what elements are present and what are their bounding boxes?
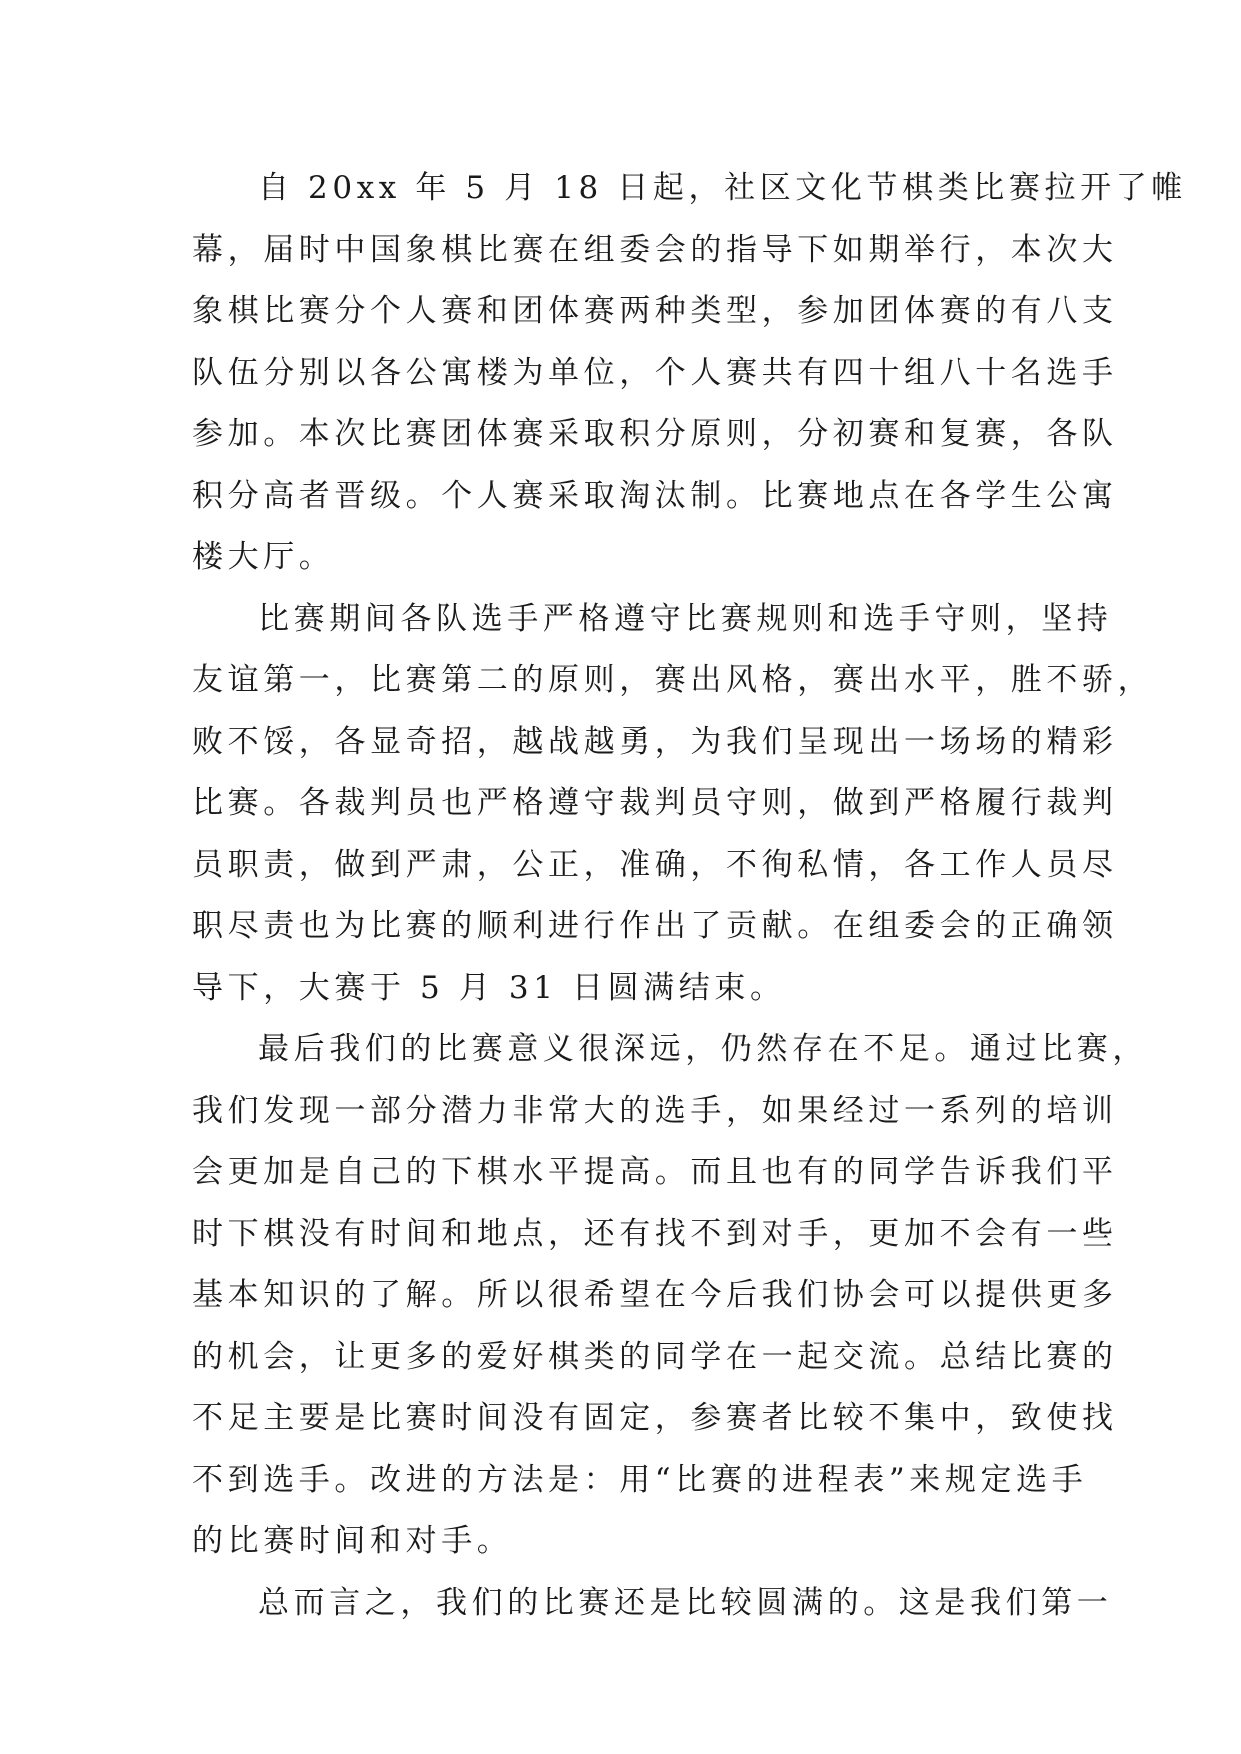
text-line: 职尽责也为比赛的顺利进行作出了贡献。在组委会的正确领 <box>192 908 1118 944</box>
text-line: 的比赛时间和对手。 <box>192 1523 513 1559</box>
text-line: 比赛。各裁判员也严格遵守裁判员守则，做到严格履行裁判 <box>192 785 1118 821</box>
text-line: 基本知识的了解。所以很希望在今后我们协会可以提供更多 <box>192 1277 1118 1313</box>
text-line: 参加。本次比赛团体赛采取积分原则，分初赛和复赛，各队 <box>192 416 1118 452</box>
text-line: 比赛期间各队选手严格遵守比赛规则和选手守则，坚持 <box>258 600 1113 637</box>
text-line: 不足主要是比赛时间没有固定，参赛者比较不集中，致使找 <box>192 1400 1118 1436</box>
text-line: 楼大厅。 <box>192 539 335 575</box>
text-line: 幕，届时中国象棋比赛在组委会的指导下如期举行，本次大 <box>192 231 1118 268</box>
text-line: 时下棋没有时间和地点，还有找不到对手，更加不会有一些 <box>192 1215 1118 1252</box>
text-line: 队伍分别以各公寓楼为单位，个人赛共有四十组八十名选手 <box>192 354 1118 391</box>
text-line: 总而言之，我们的比赛还是比较圆满的。这是我们第一 <box>258 1584 1113 1621</box>
paragraph-4 <box>192 1573 1113 1635</box>
paragraph-3 <box>192 1019 1148 1573</box>
text-line: 的机会，让更多的爱好棋类的同学在一起交流。总结比赛的 <box>192 1338 1118 1375</box>
text-line: 员职责，做到严肃，公正，准确，不徇私情，各工作人员尽 <box>192 846 1118 883</box>
text-line: 最后我们的比赛意义很深远，仍然存在不足。通过比赛， <box>258 1031 1148 1067</box>
text-line: 会更加是自己的下棋水平提高。而且也有的同学告诉我们平 <box>192 1154 1118 1190</box>
paragraph-1 <box>192 158 1187 589</box>
text-line: 不到选手。改进的方法是：用“比赛的进程表”来规定选手 <box>192 1461 1088 1498</box>
text-line: 败不馁，各显奇招，越战越勇，为我们呈现出一场场的精彩 <box>192 723 1118 760</box>
paragraph-2 <box>192 589 1154 1020</box>
text-line: 自 20xx 年 5 月 18 日起，社区文化节棋类比赛拉开了帷 <box>258 170 1187 206</box>
document-body <box>192 158 1187 1634</box>
text-line: 象棋比赛分个人赛和团体赛两种类型，参加团体赛的有八支 <box>192 293 1118 329</box>
text-line: 积分高者晋级。个人赛采取淘汰制。比赛地点在各学生公寓 <box>192 477 1118 514</box>
text-line: 导下，大赛于 5 月 31 日圆满结束。 <box>192 969 786 1006</box>
text-line: 友谊第一，比赛第二的原则，赛出风格，赛出水平，胜不骄， <box>192 662 1154 698</box>
text-line: 我们发现一部分潜力非常大的选手，如果经过一系列的培训 <box>192 1092 1118 1129</box>
